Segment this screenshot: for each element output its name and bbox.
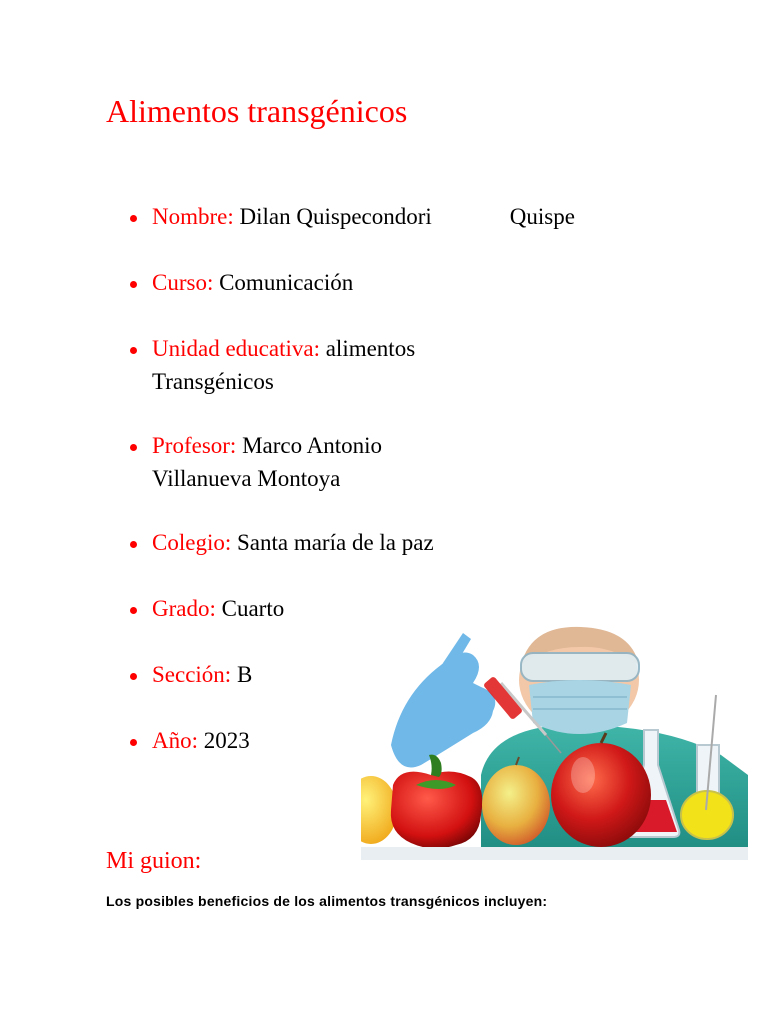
- info-label: Profesor:: [152, 433, 237, 458]
- info-label: Año:: [152, 728, 198, 753]
- info-value: Marco Antonio Villanueva Montoya: [152, 433, 382, 491]
- info-value: B: [236, 662, 253, 687]
- bullet-icon: [130, 739, 137, 746]
- info-item-curso: [130, 266, 630, 299]
- info-label: Colegio:: [152, 530, 232, 555]
- info-label: Sección:: [152, 662, 232, 687]
- info-label: Grado:: [152, 596, 216, 621]
- bullet-icon: [130, 281, 137, 288]
- info-item-profesor: [130, 429, 432, 495]
- bullet-icon: [130, 215, 137, 222]
- bullet-icon: [130, 444, 137, 451]
- info-label: Nombre:: [152, 204, 234, 229]
- info-item-nombre: [130, 200, 630, 233]
- info-value: alimentos Transgénicos: [152, 336, 416, 394]
- document-title: Alimentos transgénicos: [106, 93, 408, 129]
- scientist-fruits-photo: [361, 625, 748, 860]
- info-item-unidad: [130, 332, 462, 398]
- info-value: Santa maría de la paz: [236, 530, 434, 555]
- section-heading: Mi guion:: [106, 848, 202, 874]
- info-item-colegio: [130, 526, 630, 559]
- info-value: Comunicación: [219, 270, 354, 295]
- info-label: Curso:: [152, 270, 214, 295]
- info-label: Unidad educativa:: [152, 336, 320, 361]
- info-value: Cuarto: [221, 596, 285, 621]
- bullet-icon: [130, 541, 137, 548]
- bullet-icon: [130, 673, 137, 680]
- info-value: Dilan Quispecondori: [239, 204, 432, 229]
- bullet-icon: [130, 347, 137, 354]
- bullet-icon: [130, 607, 137, 614]
- info-value-second: Quispe: [509, 204, 575, 229]
- body-paragraph: Los posibles beneficios de los alimentos transgénicos incluyen:: [106, 893, 548, 909]
- info-value: 2023: [203, 728, 250, 753]
- info-item-grado: [130, 592, 630, 625]
